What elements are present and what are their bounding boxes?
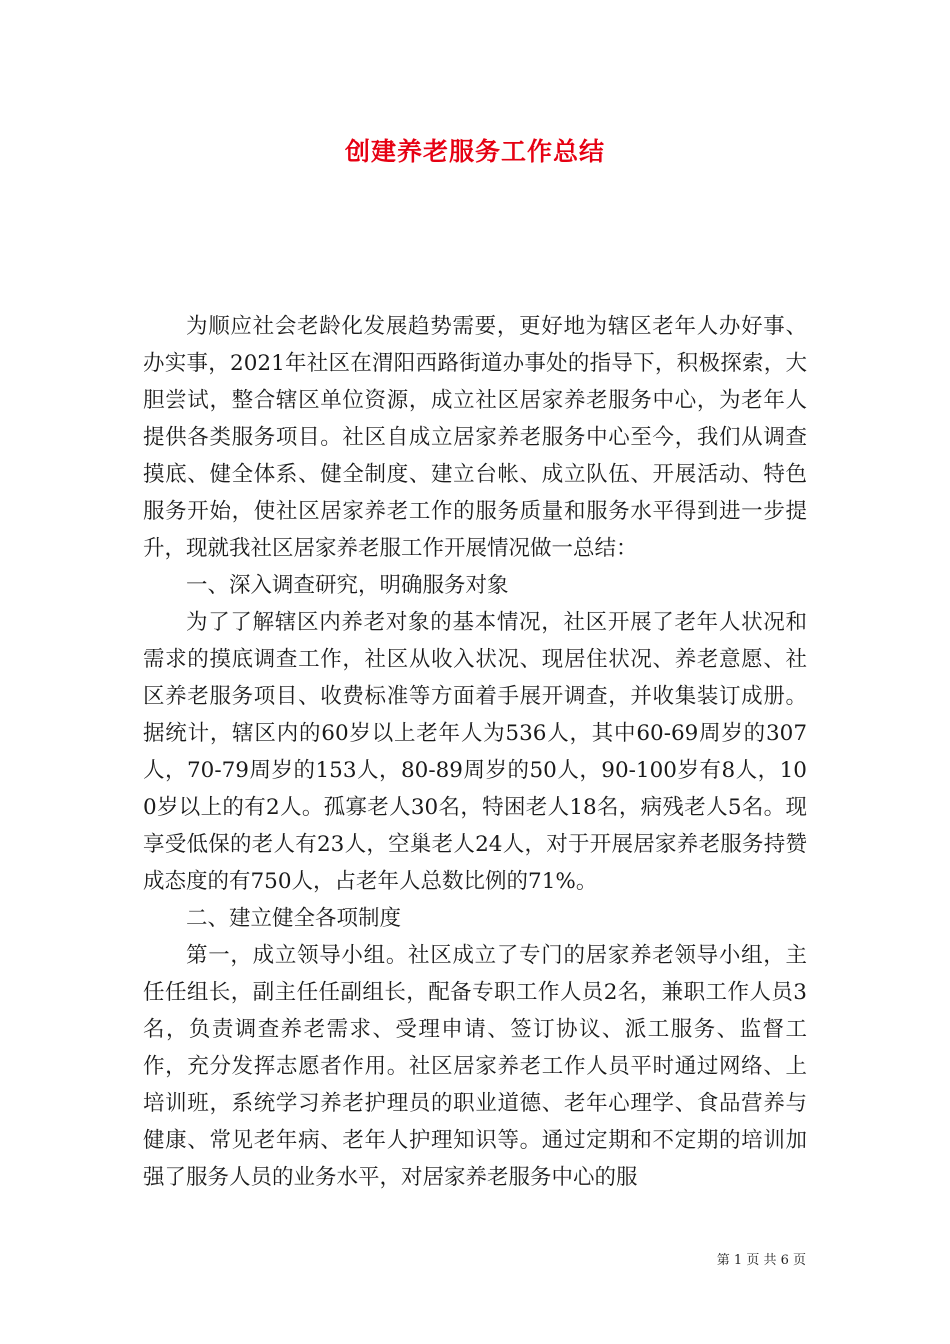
page-number: 第 1 页 共 6 页	[716, 1253, 806, 1268]
leadership-paragraph: 第一，成立领导小组。社区成立了专门的居家养老领导小组，主任任组长，副主任任副组长，配备专职工作人员2名，兼职工作人员3名，负责调查养老需求、受理申请、签订协议、派工服务、监督工作，充分发挥志愿者作用。社区居家养老工作人员平时通过网络、上培训班，系统学习养老护理员的职业道德、老年心理学、食品营养与健康、常见老年病、老年人护理知识等。通过定期和不定期的培训加强了服务人员的业务水平，对居家养老服务中心的服	[143, 943, 807, 1190]
section-heading-1: 一、深入调查研究，明确服务对象	[186, 573, 509, 598]
intro-paragraph: 为顺应社会老龄化发展趋势需要，更好地为辖区老年人办好事、办实事，2021年社区在渭阳西路街道办事处的指导下，积极探索，大胆尝试，整合辖区单位资源，成立社区居家养老服务中心，为老年人提供各类服务项目。社区自成立居家养老服务中心至今，我们从调查摸底、健全体系、健全制度、建立台帐、成立队伍、开展活动、特色服务开始，使社区居家养老工作的服务质量和服务水平得到进一步提升，现就我社区居家养老服工作开展情况做一总结：	[143, 314, 807, 561]
section-heading-2: 二、建立健全各项制度	[186, 906, 402, 931]
document-title: 创建养老服务工作总结	[344, 137, 605, 166]
document-body	[143, 308, 807, 1196]
survey-paragraph: 为了了解辖区内养老对象的基本情况，社区开展了老年人状况和需求的摸底调查工作，社区从收入状况、现居住状况、养老意愿、社区养老服务项目、收费标准等方面着手展开调查，并收集装订成册。据统计，辖区内的60岁以上老年人为536人，其中60-69周岁的307人，70-79周岁的153人，80-89周岁的50人，90-100岁有8人，100岁以上的有2人。孤寡老人30名，特困老人18名，病残老人5名。现享受低保的老人有23人，空巢老人24人，对于开展居家养老服务持赞成态度的有750人，占老年人总数比例的71%。	[143, 610, 807, 894]
